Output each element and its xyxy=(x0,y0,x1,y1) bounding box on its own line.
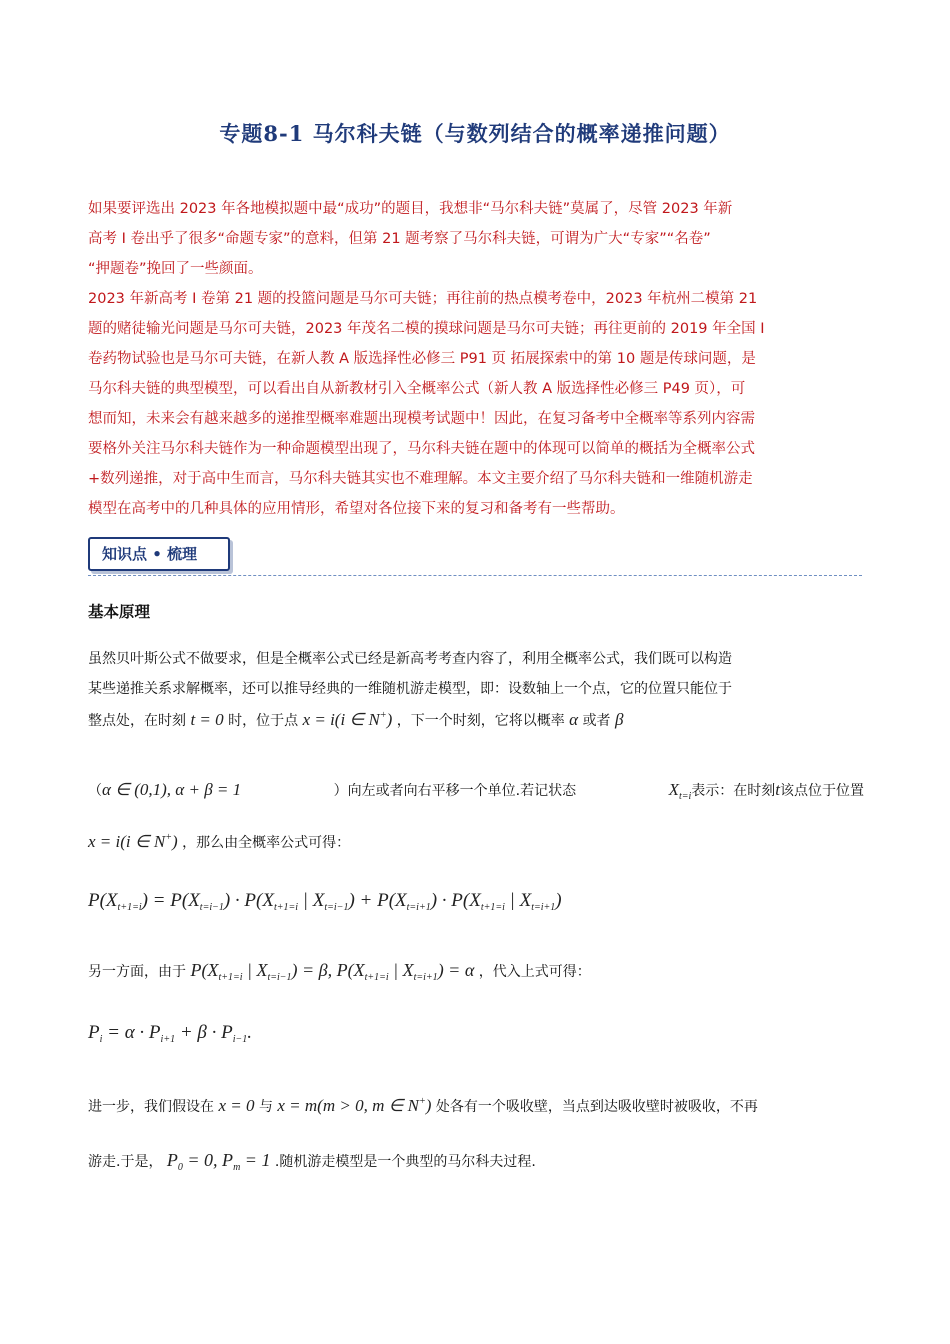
math-inline: β xyxy=(615,710,624,729)
text-span: ，代入上式可得： xyxy=(478,964,591,980)
intro-paragraph xyxy=(88,194,864,524)
intro-line: 马尔科夫链的典型模型，可以看出自从新教材引入全概率公式（新人教 A 版选择性必修三 P49 页），可 xyxy=(88,381,746,397)
text-span: 该点位于位置 xyxy=(780,783,864,799)
intro-line: 题的赌徒输光问题是马尔可夫链，2023 年茂名二模的摸球问题是马尔可夫链；再往更前的 2019 年全国 I xyxy=(88,321,765,337)
section-divider xyxy=(88,575,862,576)
body-line xyxy=(88,710,864,730)
text-span: （ xyxy=(88,783,102,799)
page-title: 专题8-1 马尔科夫链（与数列结合的概率递推问题） xyxy=(219,121,731,146)
text-span: 与 xyxy=(258,1099,273,1115)
text-span: 游走.于是， xyxy=(88,1154,163,1170)
intro-line: 2023 年新高考 I 卷第 21 题的投篮问题是马尔可夫链；再往前的热点模考卷中，2023 年杭州二模第 21 xyxy=(88,291,758,307)
math-inline: t = 0 xyxy=(190,710,224,729)
intro-line: 卷药物试验也是马尔可夫链，在新人教 A 版选择性必修三 P91 页 拓展探索中的第 10 题是传球问题，是 xyxy=(88,351,756,367)
body-line: 虽然贝叶斯公式不做要求，但是全概率公式已经是新高考考查内容了，利用全概率公式，我们既可以构造 xyxy=(88,651,732,667)
math-inline: $P_0 = 0$, $P_m = 1$ xyxy=(166,1150,271,1173)
math-inline: α xyxy=(569,710,579,729)
intro-line: 如果要评选出 2023 年各地模拟题中最“成功”的题目，我想非“马尔科夫链”莫属了，尽管 2023 年新 xyxy=(88,201,733,217)
body-line xyxy=(88,780,864,802)
math-inline: α ∈ (0,1), α + β = 1 xyxy=(102,780,242,799)
intro-line: “押题卷”挽回了一些颜面。 xyxy=(88,261,263,277)
math-inline: x = i(i ∈ N+) xyxy=(88,832,178,851)
section-tab-knowledge: 知识点 • 梳理 xyxy=(88,537,230,571)
text-span: ，下一个时刻，它将以概率 xyxy=(396,713,565,729)
intro-line: 要格外关注马尔科夫链作为一种命题模型出现了，马尔科夫链在题中的体现可以简单的概括为全概率公式 xyxy=(88,441,755,457)
math-inline: $X_{t=i}$ xyxy=(668,780,692,802)
text-span: 或者 xyxy=(582,713,611,729)
formula-total-probability: $P(X_{t+1=i}) = P(X_{t=i-1}) \cdot P(X_{t+1=i}$ | $X_{t=i-1}) + P(X_{t=i+1}) \cdot P(X_{t+1=i}$ | $X_{t=i+1}$) xyxy=(88,890,562,913)
text-span: 另一方面，由于 xyxy=(88,964,186,980)
intro-line: 想而知，未来会有越来越多的递推型概率难题出现模考试题中！因此，在复习备考中全概率等系列内容需 xyxy=(88,411,755,427)
sub-heading: 基本原理 xyxy=(88,602,151,621)
intro-line: 高考 I 卷出乎了很多“命题专家”的意料，但第 21 题考察了马尔科夫链，可谓为广大“专家”“名卷” xyxy=(88,231,711,247)
math-inline: x = m(m > 0, m ∈ N+) xyxy=(277,1096,432,1115)
formula-recursion: $P_i = \alpha \cdot P_{i+1} + \beta \cdot P_{i-1}$. xyxy=(88,1022,252,1045)
body-line xyxy=(88,1096,864,1116)
math-inline: t xyxy=(775,780,780,799)
math-inline: x = 0 xyxy=(218,1096,255,1115)
text-span: ，那么由全概率公式可得： xyxy=(182,835,351,851)
text-span: 处各有一个吸收壁，当点到达吸收壁时被吸收，不再 xyxy=(435,1099,758,1115)
body-line xyxy=(88,832,864,852)
math-inline: x = i(i ∈ N+) xyxy=(302,710,393,729)
text-span: 整点处，在时刻 xyxy=(88,713,186,729)
text-span: .随机游走模型是一个典型的马尔科夫过程. xyxy=(274,1154,536,1170)
body-line xyxy=(88,960,864,983)
text-span: 进一步，我们假设在 xyxy=(88,1099,214,1115)
formula-transition: $P(X_{t+1=i}$ | $X_{t=i-1}) = \beta$, $P(X_{t+1=i}$ | $X_{t=i+1}) = \alpha$ xyxy=(190,960,475,983)
text-span: ）向左或者向右平移一个单位.若记状态 xyxy=(333,783,577,799)
text-span: 时，位于点 xyxy=(228,713,299,729)
body-line: 某些递推关系求解概率，还可以推导经典的一维随机游走模型，即：设数轴上一个点，它的位置只能位于 xyxy=(88,681,732,697)
body-line xyxy=(88,1150,864,1173)
intro-line: +数列递推，对于高中生而言，马尔科夫链其实也不难理解。本文主要介绍了马尔科夫链和一维随机游走 xyxy=(88,471,753,487)
text-span: 表示：在时刻 xyxy=(691,783,776,799)
intro-line: 模型在高考中的几种具体的应用情形，希望对各位接下来的复习和备考有一些帮助。 xyxy=(88,501,625,517)
